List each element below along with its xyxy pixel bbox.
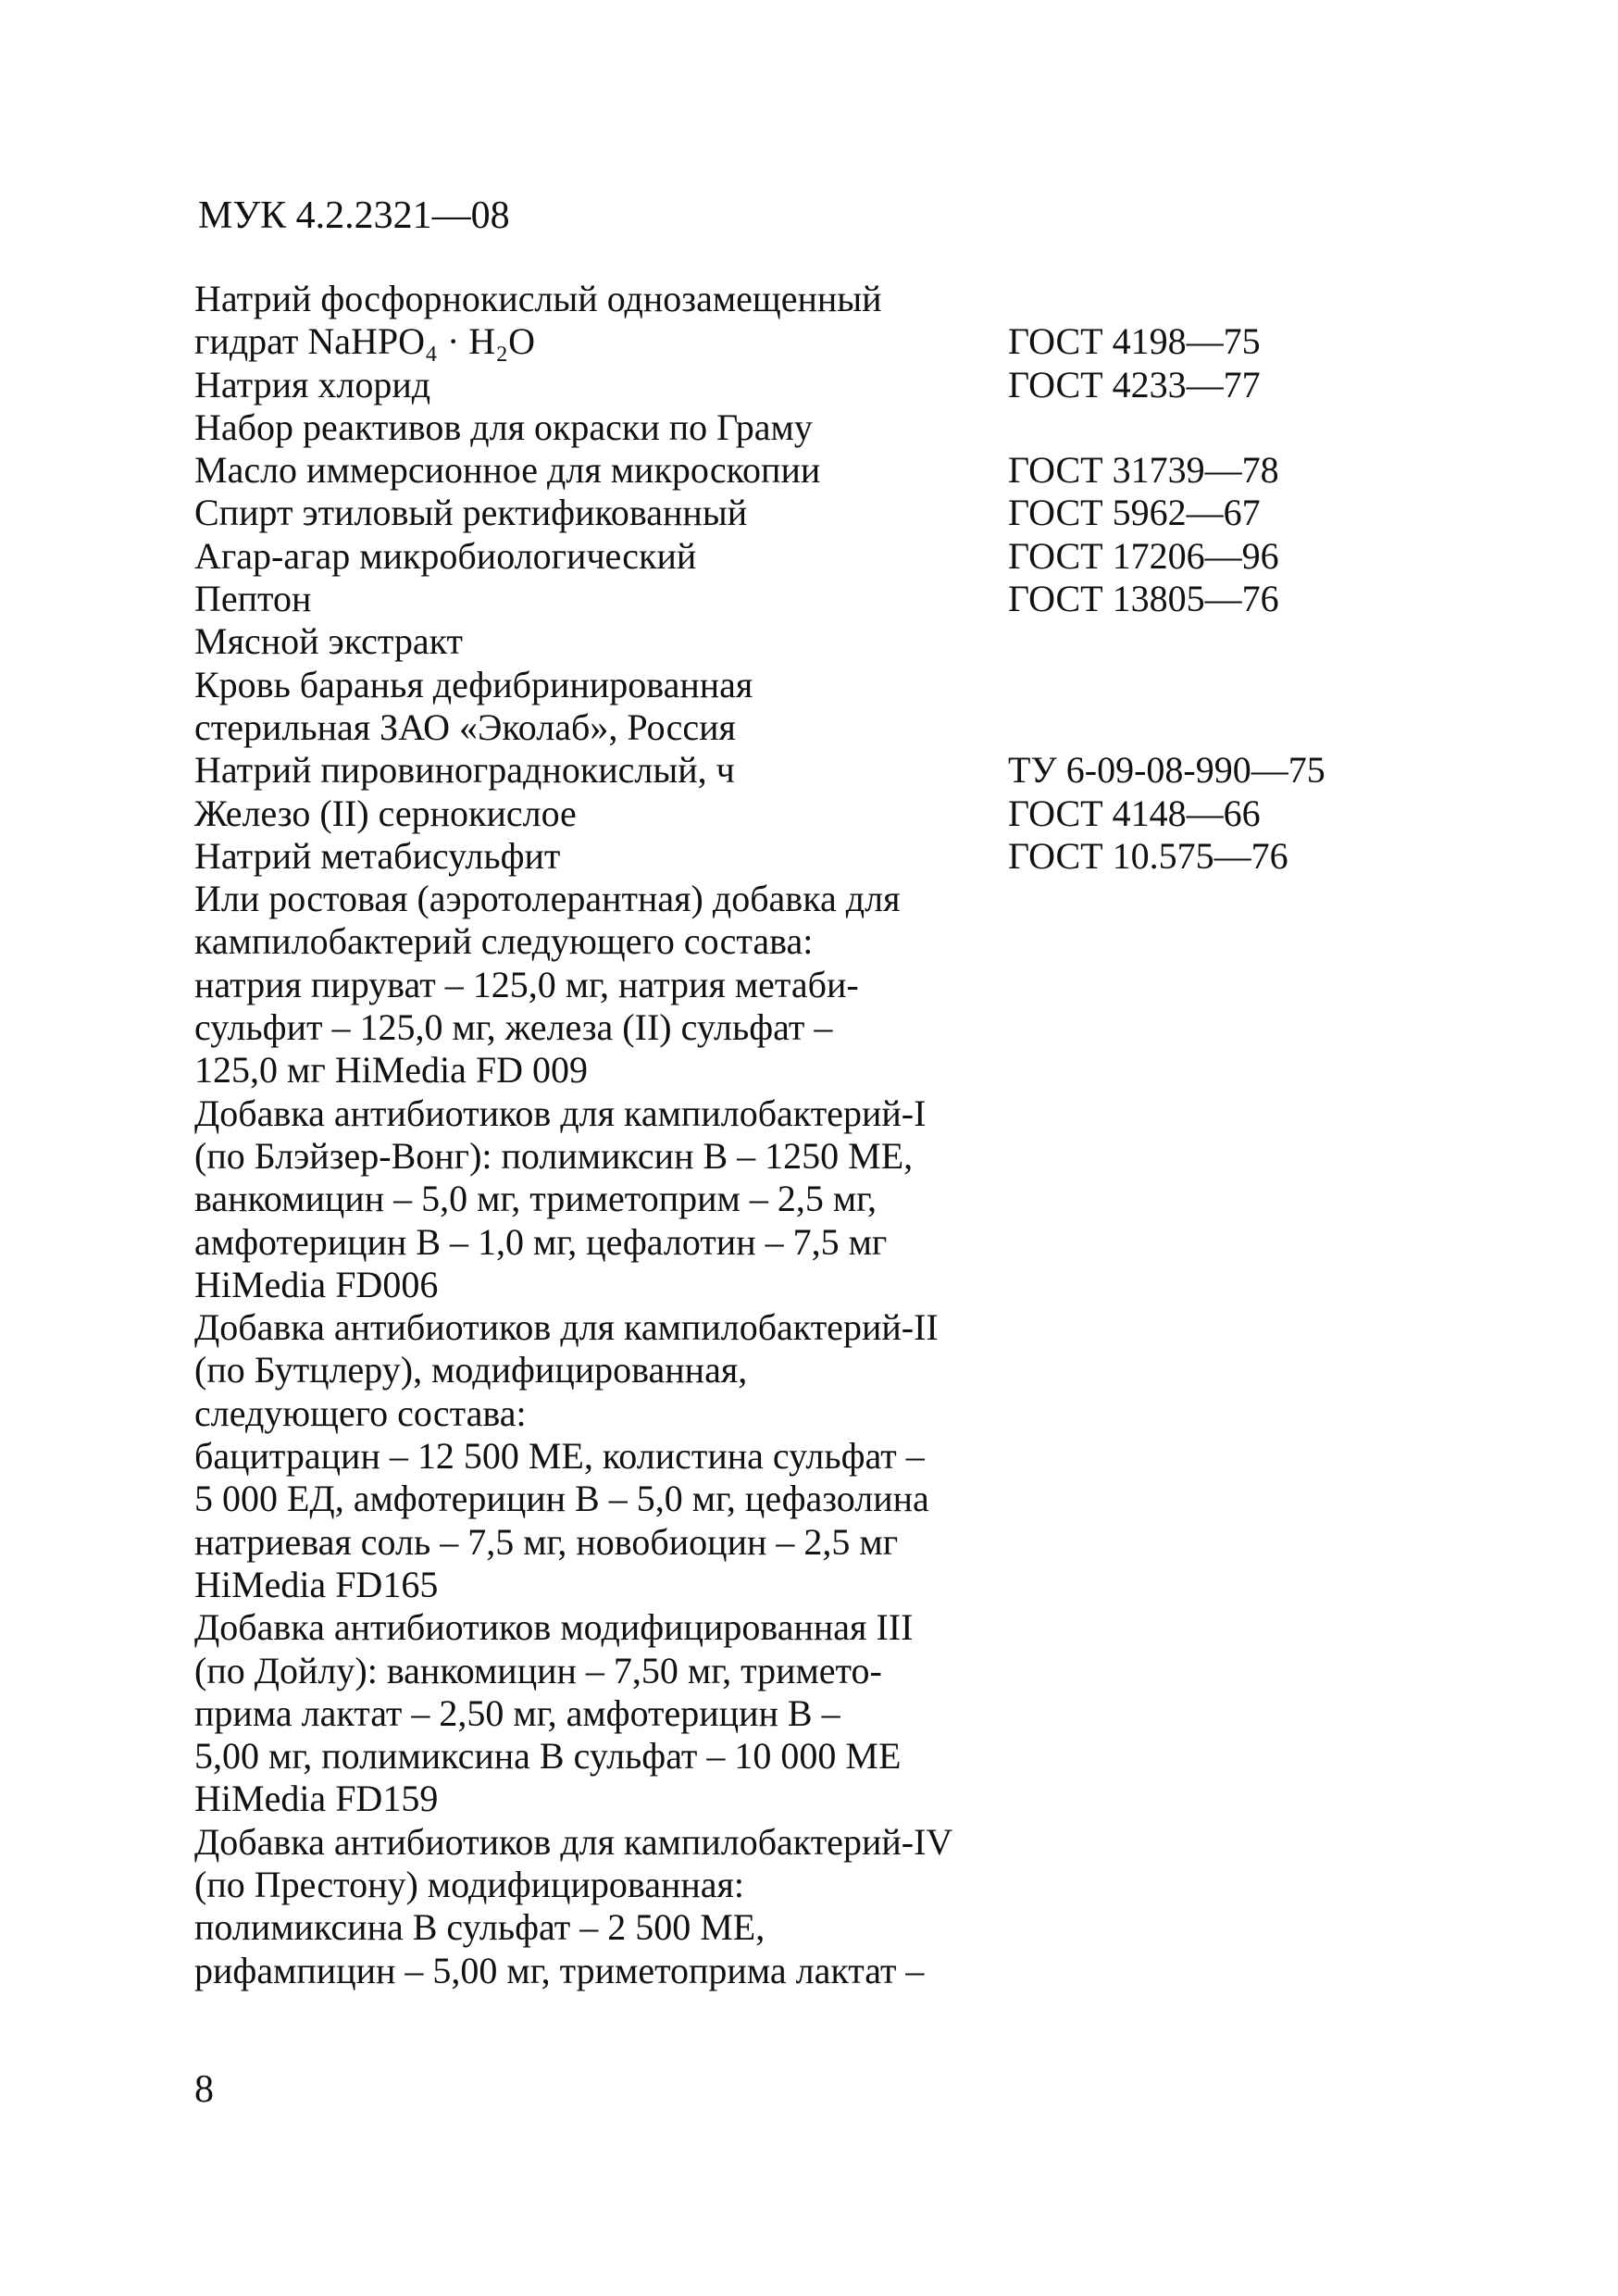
reagent-row [194,1392,1472,1435]
reagent-name: следующего состава: [194,1391,527,1434]
reagent-name: Натрия хлорид [194,363,431,406]
reagent-standard [1004,1950,1008,1992]
reagent-standard [1004,406,1008,449]
reagent-name: рифампицин – 5,00 мг, триметоприма лактат – [194,1949,925,1991]
reagent-name: Добавка антибиотиков для кампилобактерий-II [194,1306,939,1349]
reagent-standard [1004,1178,1008,1220]
reagent-row [194,792,1472,835]
reagent-standard [1004,1221,1008,1264]
reagent-name: Или ростовая (аэротолерантная) добавка для [194,878,901,920]
reagent-name: натриевая соль – 7,5 мг, новобиоцин – 2,5 мг [194,1520,899,1563]
reagent-standard [1004,1692,1008,1735]
reagent-standard: ГОСТ 4198—75 [1008,320,1261,363]
reagent-name: Натрий метабисульфит [194,834,561,877]
reagent-standard [1004,1906,1008,1949]
reagent-name: 125,0 мг HiMedia FD 009 [194,1049,589,1092]
reagent-name: кампилобактерий следующего состава: [194,920,814,963]
reagent-row [194,1306,1472,1349]
reagent-name: Натрий пировиноградн​окислый, ч [194,749,735,792]
reagent-standard [1004,1735,1008,1778]
reagent-name: Пептон [194,578,312,620]
reagent-row [194,1049,1472,1092]
reagent-row [194,706,1472,749]
reagent-row [194,406,1472,449]
reagent-name: (по Блэйзер-Вонг): полимиксин В – 1250 МЕ, [194,1134,914,1177]
reagent-name: Мясной экстракт [194,620,463,663]
reagent-name: 5 000 ЕД, амфотерицин В – 5,0 мг, цефазолина [194,1478,929,1520]
reagent-standard [1004,878,1008,920]
reagent-name: Кровь баранья дефибринированная [194,663,753,705]
reagent-name: (по Дойлу): ванкомицин – 7,50 мг, тримето- [194,1649,882,1691]
reagent-standard [1004,964,1008,1006]
reagent-name: HiMedia FD165 [194,1563,439,1605]
reagent-standard [1004,1778,1008,1820]
reagent-name: Добавка антибиотиков модифицированная III [194,1606,914,1649]
reagent-row [194,1178,1472,1220]
reagent-name: HiMedia FD006 [194,1263,439,1305]
reagent-row [194,1564,1472,1606]
reagent-standard [1004,620,1008,663]
reagent-standard [1004,1650,1008,1692]
reagent-standard: ТУ 6-09-08-990—75 [1008,749,1326,792]
reagent-row [194,1221,1472,1264]
reagent-name: прима лактат – 2,50 мг, амфотерицин В – [194,1691,840,1734]
reagent-standard [1004,1478,1008,1520]
reagent-standard [1004,1349,1008,1391]
reagent-row [194,535,1472,578]
reagent-name: Добавка антибиотиков для кампилобактерий-I [194,1092,927,1134]
reagent-name: Добавка антибиотиков для кампилобактерий-IV [194,1820,953,1863]
reagent-standard [1004,1306,1008,1349]
reagent-row [194,320,1472,363]
reagent-standard [1004,664,1008,706]
reagent-name: Спирт этиловый ректификованный [194,492,748,534]
reagent-standard [1004,1392,1008,1435]
reagent-row [194,1135,1472,1178]
reagent-name: ванкомицин – 5,0 мг, триметоприм – 2,5 мг, [194,1178,877,1220]
reagent-name: HiMedia FD159 [194,1778,439,1820]
reagent-standard [1004,1435,1008,1478]
reagent-standard [1004,1049,1008,1092]
reagent-name: сульфит – 125,0 мг, железа (II) сульфат – [194,1006,833,1049]
reagent-row [194,835,1472,878]
reagent-row [194,1521,1472,1564]
reagent-row [194,1778,1472,1820]
reagent-standard: ГОСТ 4233—77 [1008,363,1261,406]
reagent-name: Агар-агар микробиологический [194,534,697,577]
reagent-standard [1004,1864,1008,1906]
reagent-standard [1004,1006,1008,1049]
reagent-row [194,1264,1472,1306]
reagent-row [194,1821,1472,1864]
reagent-standard [1004,1092,1008,1135]
reagent-row [194,1950,1472,1992]
reagent-standard [1004,920,1008,963]
reagent-row [194,1435,1472,1478]
reagent-standard [1004,1606,1008,1649]
reagent-row [194,492,1472,534]
reagent-standard [1004,1521,1008,1564]
reagent-list [194,278,1472,1992]
reagent-row [194,1349,1472,1391]
reagent-name: гидрат NaHPO₄ · H₂O [194,320,536,363]
reagent-row [194,278,1472,320]
reagent-standard: ГОСТ 17206—96 [1008,534,1279,577]
reagent-row [194,449,1472,492]
reagent-standard [1004,1564,1008,1606]
reagent-name: Масло иммерсионное для микроскопии [194,449,821,492]
reagent-row [194,1606,1472,1649]
reagent-name: Железо (II) сернокислое [194,792,577,834]
reagent-row [194,1006,1472,1049]
reagent-row [194,878,1472,920]
reagent-row [194,620,1472,663]
reagent-standard [1004,1264,1008,1306]
reagent-row [194,578,1472,620]
reagent-name: натрия пируват – 125,0 мг, натрия метаби- [194,963,859,1005]
reagent-row [194,364,1472,406]
document-code-header: МУК 4.2.2321—08 [198,194,510,237]
reagent-standard: ГОСТ 5962—67 [1008,492,1261,534]
reagent-name: полимиксина В сульфат – 2 500 МЕ, [194,1906,765,1949]
reagent-row [194,1478,1472,1520]
reagent-name: Набор реактивов для окраски по Граму [194,406,813,448]
reagent-row [194,1735,1472,1778]
reagent-row [194,1906,1472,1949]
reagent-name: Натрий фосфорнокислый однозамещенный [194,278,882,319]
page-number: 8 [194,2068,214,2111]
reagent-row [194,964,1472,1006]
reagent-name: стерильная ЗАО «Эколаб», Россия [194,705,736,748]
reagent-name: (по Бутцлеру), модифицированная, [194,1349,748,1391]
reagent-name: бацитрацин – 12 500 МЕ, колистина сульфат – [194,1435,925,1478]
reagent-row [194,1692,1472,1735]
reagent-standard [1004,1135,1008,1178]
reagent-standard: ГОСТ 13805—76 [1008,578,1279,620]
reagent-standard: ГОСТ 31739—78 [1008,449,1279,492]
reagent-standard: ГОСТ 4148—66 [1008,792,1261,834]
reagent-row [194,1092,1472,1135]
reagent-row [194,1650,1472,1692]
reagent-name: (по Престону) модифицированная: [194,1863,745,1905]
reagent-row [194,1864,1472,1906]
reagent-name: 5,00 мг, полимиксина В сульфат – 10 000 МЕ [194,1735,902,1778]
reagent-standard [1004,278,1008,320]
reagent-standard [1004,706,1008,749]
reagent-row [194,664,1472,706]
reagent-row [194,749,1472,792]
reagent-name: амфотерицин В – 1,0 мг, цефалотин – 7,5 мг [194,1220,888,1263]
reagent-row [194,920,1472,963]
reagent-standard [1004,1821,1008,1864]
reagent-standard: ГОСТ 10.575—76 [1008,834,1288,877]
